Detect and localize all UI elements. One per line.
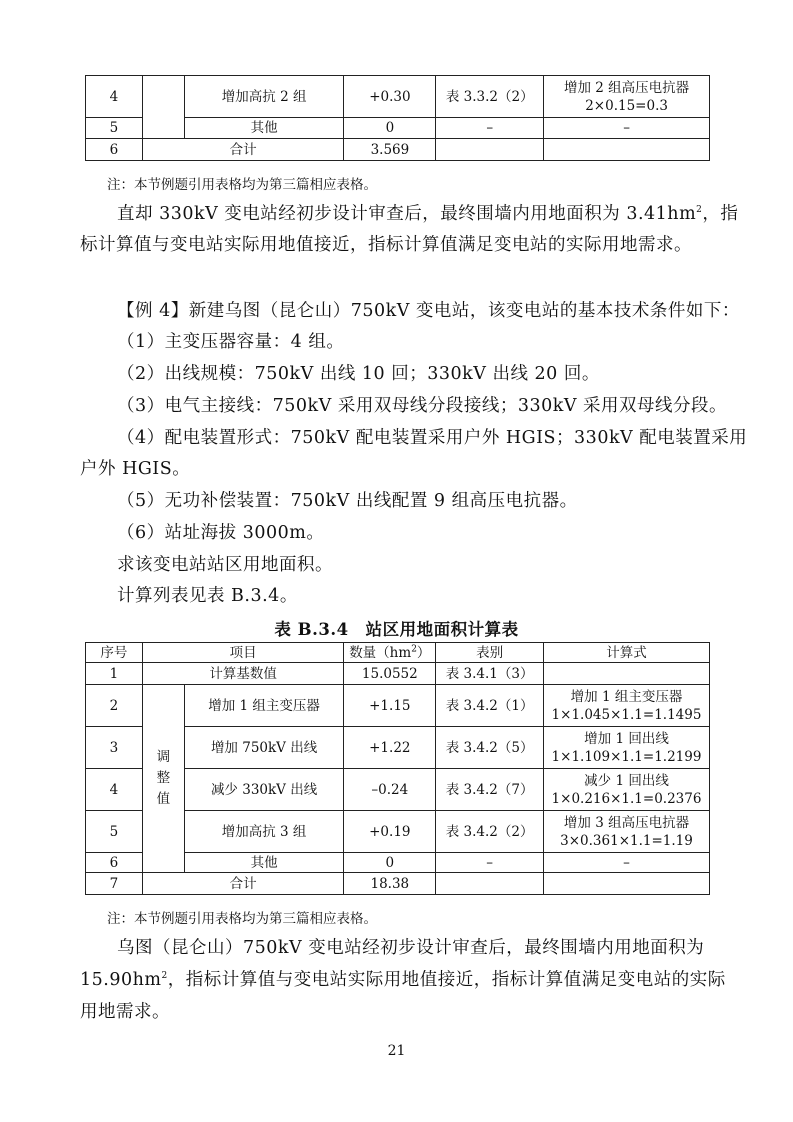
- cell-formula: [544, 769, 710, 811]
- paragraph-line: $15.90hm^2$，指标计算值与变电站实际用地值接近，指标计算值满足变电站的实际: [80, 970, 726, 990]
- table-b34: [85, 642, 710, 895]
- cell-qty: 15.0552: [344, 663, 436, 685]
- table-note: 注：本节例题引用表格均为第三篇相应表格。: [107, 177, 377, 193]
- cell-ref: 表 3.4.2（5）: [436, 727, 544, 769]
- cell-no: 6: [86, 139, 143, 161]
- example-item: （1）主变压器容量：4 组。: [117, 332, 345, 352]
- header-qty: 数量$(hm^2)$: [344, 643, 436, 663]
- cell-formula: [544, 727, 710, 769]
- cell-no: 2: [86, 685, 143, 727]
- formula-line2: 1×1.109×1.1=1.2199: [551, 748, 702, 765]
- example-item: （6）站址海拔 3000m。: [117, 523, 325, 543]
- cell-item: 合计: [142, 873, 344, 895]
- table-row: [86, 139, 710, 161]
- cell-qty: 0: [344, 853, 436, 873]
- cell-adjust-group: [142, 76, 184, 139]
- cell-item: 合计: [142, 139, 344, 161]
- page-number: 21: [387, 1043, 406, 1059]
- formula-line1: 增加 3 组高压电抗器: [563, 814, 690, 831]
- cell-no: 1: [86, 663, 143, 685]
- example-item: （3）电气主接线：750kV 采用双母线分段接线；330kV 采用双母线分段。: [117, 396, 728, 416]
- formula-line2: 1×0.216×1.1=0.2376: [551, 790, 702, 807]
- example-item: 户外 HGIS。: [80, 459, 191, 479]
- cell-qty: 0: [344, 118, 436, 139]
- cell-item: 增加高抗 3 组: [184, 811, 344, 853]
- cell-no: 3: [86, 727, 143, 769]
- cell-formula: [544, 873, 710, 895]
- cell-ref: 表 3.4.2（2）: [436, 811, 544, 853]
- table-row: [86, 873, 710, 895]
- example-item: （4）配电装置形式：750kV 配电装置采用户外 HGIS；330kV 配电装置采用: [117, 428, 748, 448]
- example-title: 【例 4】新建乌图（昆仑山）750kV 变电站，该变电站的基本技术条件如下：: [117, 301, 740, 321]
- table-row: [86, 685, 710, 727]
- paragraph-line: 标计算值与变电站实际用地值接近，指标计算值满足变电站的实际用地需求。: [80, 235, 692, 255]
- cell-ref: 表 3.4.2（7）: [436, 769, 544, 811]
- cell-no: 5: [86, 118, 143, 139]
- cell-item: 增加高抗 2 组: [184, 76, 344, 118]
- header-item: 项目: [142, 643, 344, 663]
- cell-qty: –0.24: [344, 769, 436, 811]
- cell-item: 增加 1 组主变压器: [184, 685, 344, 727]
- example-item: （5）无功补偿装置：750kV 出线配置 9 组高压电抗器。: [117, 491, 578, 511]
- table-top-continuation: [85, 75, 710, 161]
- cell-ref: 表 3.3.2（2）: [436, 76, 544, 118]
- cell-qty: +0.30: [344, 76, 436, 118]
- header-no: 序号: [86, 643, 143, 663]
- calc-ref-line: 计算列表见表 B.3.4。: [117, 586, 298, 606]
- cell-item: 计算基数值: [142, 663, 344, 685]
- cell-no: 6: [86, 853, 143, 873]
- formula-line2: 2×0.15=0.3: [585, 97, 668, 114]
- header-formula: 计算式: [544, 643, 710, 663]
- cell-qty: +1.22: [344, 727, 436, 769]
- cell-no: 7: [86, 873, 143, 895]
- paragraph-line: 直却 330kV 变电站经初步设计审查后，最终围墙内用地面积为 $3.41hm^2$，指: [117, 204, 739, 224]
- formula-line1: 减少 1 回出线: [584, 772, 669, 789]
- formula-line1: 增加 1 回出线: [584, 730, 669, 747]
- formula-line2: 3×0.361×1.1=1.19: [560, 832, 693, 849]
- cell-item: 其他: [184, 118, 344, 139]
- cell-item: 减少 330kV 出线: [184, 769, 344, 811]
- cell-qty: 3.569: [344, 139, 436, 161]
- cell-ref: –: [436, 853, 544, 873]
- cell-ref: 表 3.4.2（1）: [436, 685, 544, 727]
- cell-ref: [436, 873, 544, 895]
- cell-qty: +0.19: [344, 811, 436, 853]
- table-header-row: [86, 643, 710, 663]
- cell-qty: +1.15: [344, 685, 436, 727]
- cell-ref: [436, 139, 544, 161]
- cell-ref: –: [436, 118, 544, 139]
- table-note: 注：本节例题引用表格均为第三篇相应表格。: [107, 911, 377, 927]
- header-ref: 表别: [436, 643, 544, 663]
- formula-line2: 1×1.045×1.1=1.1495: [551, 706, 702, 723]
- table-row: [86, 76, 710, 118]
- cell-qty: 18.38: [344, 873, 436, 895]
- table-caption: 表 B.3.4 站区用地面积计算表: [274, 620, 519, 639]
- cell-item: 其他: [184, 853, 344, 873]
- cell-formula: [544, 685, 710, 727]
- table-row: [86, 663, 710, 685]
- formula-line1: 增加 2 组高压电抗器: [563, 79, 690, 96]
- cell-formula: [544, 139, 710, 161]
- paragraph-line: 乌图（昆仑山）750kV 变电站经初步设计审查后，最终围墙内用地面积为: [117, 938, 705, 958]
- cell-ref: 表 3.4.1（3）: [436, 663, 544, 685]
- cell-no: 4: [86, 76, 143, 118]
- cell-item: 增加 750kV 出线: [184, 727, 344, 769]
- cell-formula: –: [544, 853, 710, 873]
- paragraph-line: 用地需求。: [80, 1002, 170, 1022]
- formula-line1: 增加 1 组主变压器: [570, 688, 683, 705]
- cell-no: 5: [86, 811, 143, 853]
- cell-formula: –: [544, 118, 710, 139]
- cell-adjust-label: 调整值: [142, 685, 184, 873]
- question-line: 求该变电站站区用地面积。: [117, 555, 333, 575]
- cell-formula: [544, 811, 710, 853]
- cell-formula: [544, 76, 710, 118]
- cell-no: 4: [86, 769, 143, 811]
- example-item: （2）出线规模：750kV 出线 10 回；330kV 出线 20 回。: [117, 364, 600, 384]
- cell-formula: [544, 663, 710, 685]
